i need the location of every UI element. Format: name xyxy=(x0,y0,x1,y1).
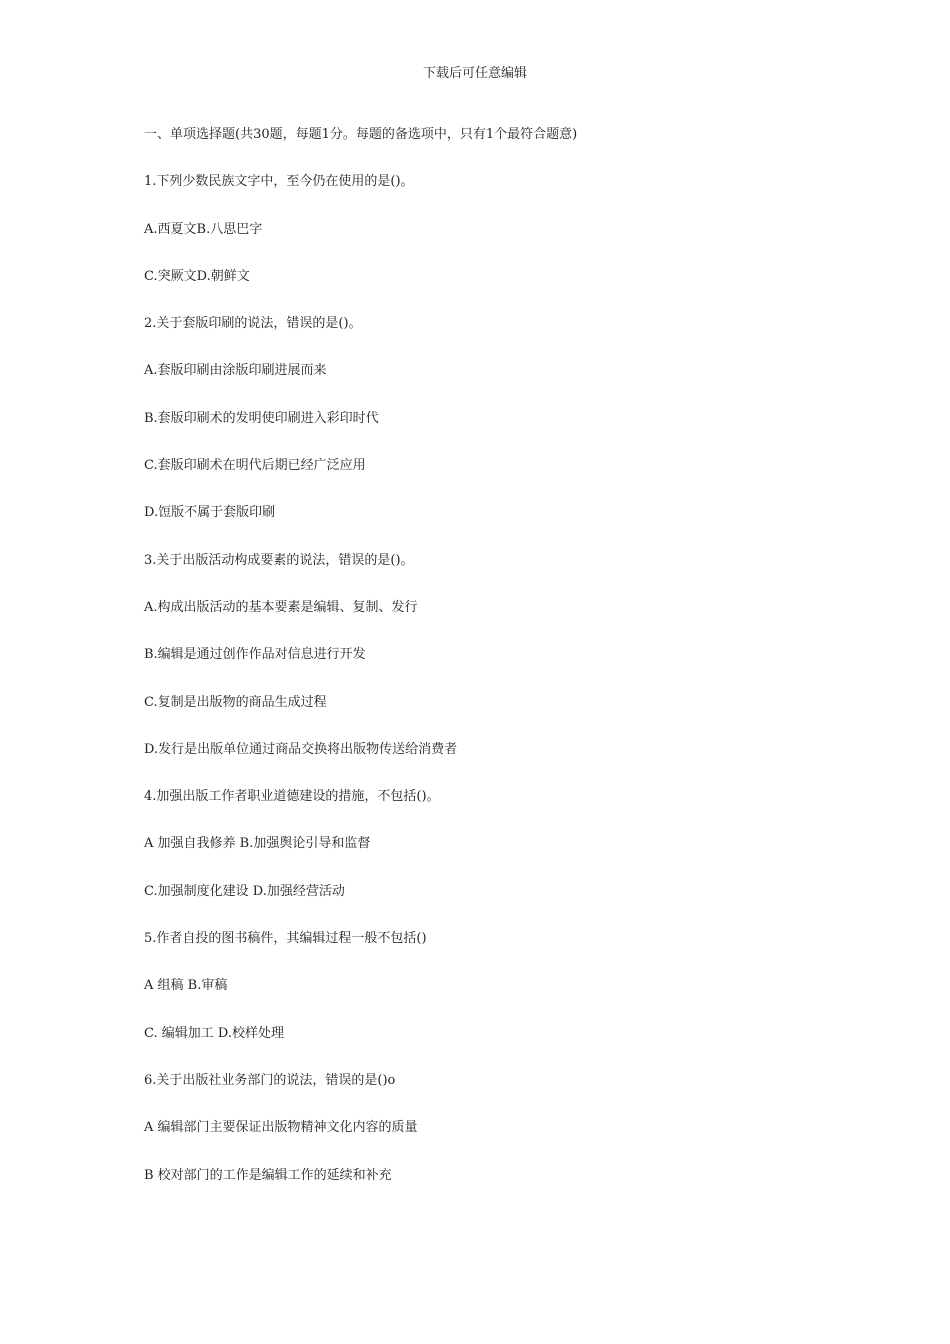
question-5: 5.作者自投的图书稿件，其编辑过程一般不包括() xyxy=(144,931,427,947)
question-3-option-a: A.构成出版活动的基本要素是编辑、复制、发行 xyxy=(144,599,418,615)
question-2-option-d: D.饾版不属于套版印刷 xyxy=(144,505,276,521)
question-4-options-ab: A 加强自我修养 B.加强舆论引导和监督 xyxy=(144,836,371,852)
question-2-option-a: A.套版印刷由涂版印刷进展而来 xyxy=(144,363,327,379)
question-2: 2.关于套版印刷的说法，错误的是()。 xyxy=(144,316,362,332)
question-3: 3.关于出版活动构成要素的说法，错误的是()。 xyxy=(144,552,414,568)
question-1-options-ab: A.西夏文B.八思巴字 xyxy=(144,221,263,237)
question-6: 6.关于出版社业务部门的说法，错误的是()o xyxy=(144,1072,396,1088)
question-2-option-c: C.套版印刷术在明代后期已经广泛应用 xyxy=(144,458,366,474)
question-4: 4.加强出版工作者职业道德建设的措施，不包括()。 xyxy=(144,789,440,805)
question-4-options-cd: C.加强制度化建设 D.加强经营活动 xyxy=(144,883,345,899)
page-header: 下载后可任意编辑 xyxy=(422,66,527,81)
question-6-option-a: A 编辑部门主要保证出版物精神文化内容的质量 xyxy=(144,1120,418,1136)
question-5-options-ab: A 组稿 B.审稿 xyxy=(144,978,228,994)
question-1: 1.下列少数民族文字中，至今仍在使用的是()。 xyxy=(144,174,414,190)
question-2-option-b: B.套版印刷术的发明使印刷进入彩印时代 xyxy=(144,410,379,426)
question-3-option-c: C.复制是出版物的商品生成过程 xyxy=(144,694,327,710)
question-3-option-b: B.编辑是通过创作作品对信息进行开发 xyxy=(144,647,366,663)
section-heading: 一、单项选择题(共30题，每题1分。每题的备选项中，只有1个最符合题意) xyxy=(144,127,578,142)
question-6-option-b: B 校对部门的工作是编辑工作的延续和补充 xyxy=(144,1167,392,1183)
question-3-option-d: D.发行是出版单位通过商品交换将出版物传送给消费者 xyxy=(144,741,458,757)
question-1-options-cd: C.突厥文D.朝鲜文 xyxy=(144,268,250,284)
document-body xyxy=(144,125,844,1213)
question-5-options-cd: C. 编辑加工 D.校样处理 xyxy=(144,1025,284,1041)
